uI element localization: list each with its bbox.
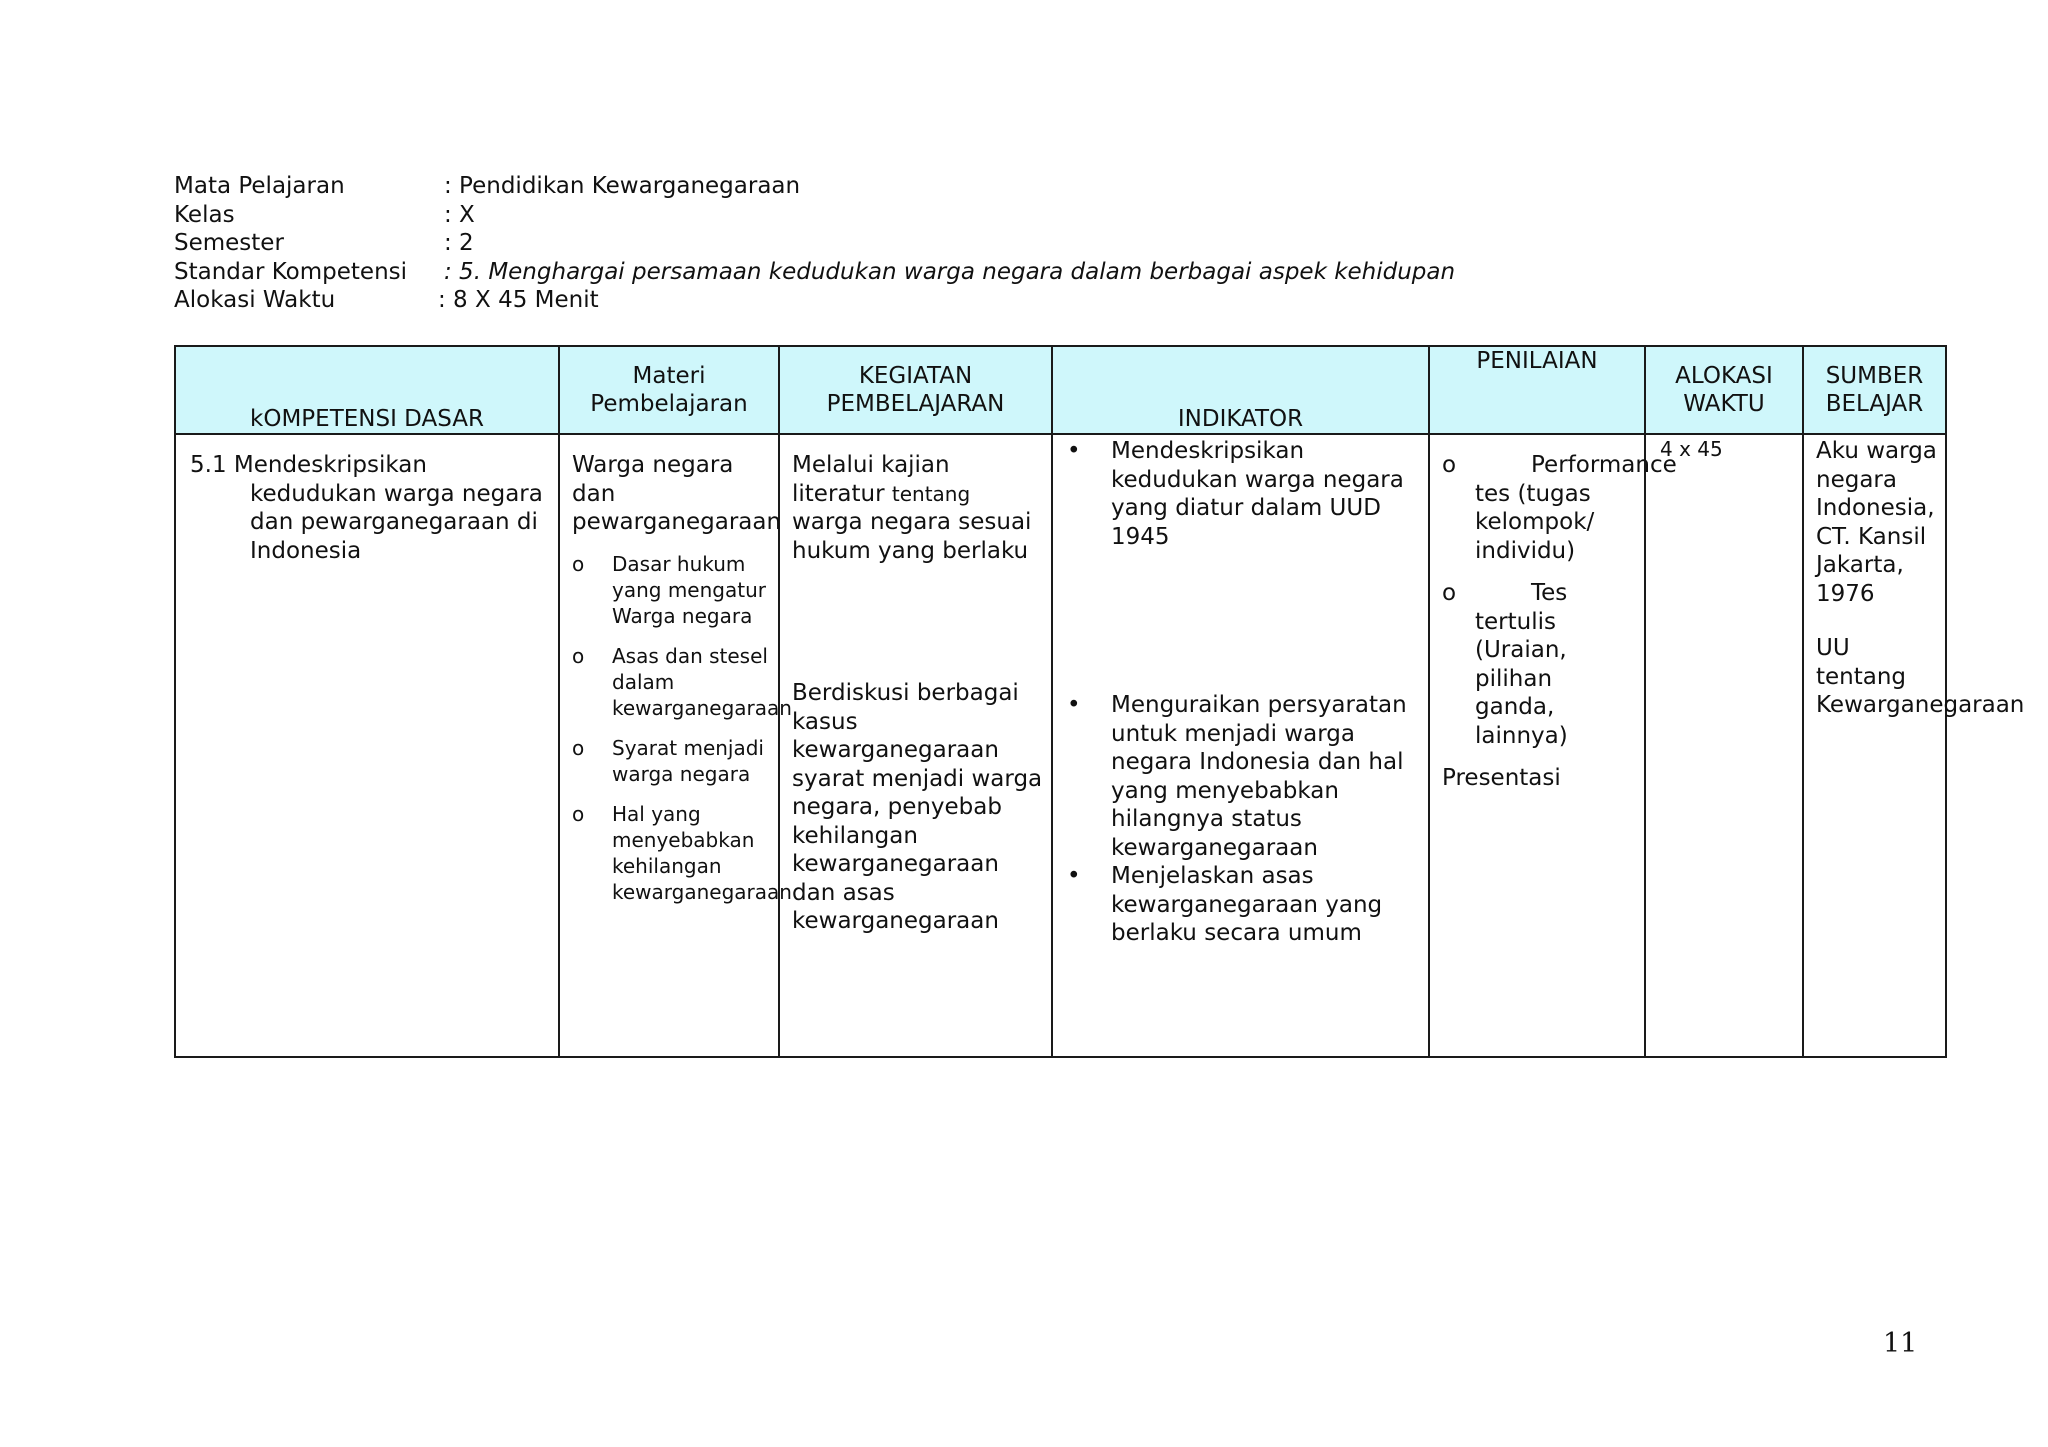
- header-alokasi-label: ALOKASI WAKTU: [1675, 363, 1773, 417]
- semester-value: : 2: [444, 230, 474, 256]
- kegiatan-1-part-b: tentang: [891, 481, 971, 506]
- header-row-class: [174, 201, 1455, 230]
- class-label: Kelas: [174, 201, 235, 228]
- header-materi-label: Materi Pembelajaran: [590, 363, 748, 417]
- header-alokasi: [1645, 346, 1803, 434]
- subject-label: Mata Pelajaran: [174, 173, 345, 199]
- header-kompetensi-dasar: [175, 346, 559, 434]
- bullet-icon: •: [1067, 692, 1081, 718]
- circle-bullet-icon: o: [1442, 580, 1457, 606]
- materi-item-text: Syarat menjadi warga negara: [612, 735, 764, 786]
- sumber-1: Aku warga negara Indonesia, CT. Kansil Jakarta, 1976: [1816, 438, 1937, 607]
- list-item: [572, 551, 770, 629]
- header-row-time: [174, 286, 1455, 315]
- header-kompetensi-dasar-label: kOMPETENSI DASAR: [250, 406, 484, 432]
- sumber-2: UU tentang Kewarganegaraan: [1816, 635, 2025, 718]
- indikator-item-text: Mendeskripsikan kedudukan warga negara yang diatur dalam UUD 1945: [1111, 438, 1404, 550]
- header-sumber-label: SUMBER BELAJAR: [1825, 363, 1924, 417]
- document-header: [174, 172, 1455, 315]
- circle-bullet-icon: o: [572, 801, 585, 826]
- header-kegiatan: [779, 346, 1052, 434]
- syllabus-table: [174, 345, 2025, 1058]
- kompetensi-dasar-text: 5.1 Mendeskripsikan kedudukan warga negara dan pewarganegaraan di Indonesia: [190, 452, 543, 564]
- materi-list: [572, 551, 792, 905]
- kegiatan-1: [792, 451, 1043, 565]
- standard-value: : 5. Menghargai persamaan kedudukan warga negara dalam berbagai aspek kehidupan: [444, 258, 1456, 285]
- indikator-item-text: Menjelaskan asas kewarganegaraan yang berlaku secara umum: [1111, 863, 1383, 946]
- header-row-semester: [174, 229, 1455, 258]
- materi-item-text: Asas dan stesel dalam kewarganegaraan: [612, 643, 792, 720]
- kegiatan-1-part-c: warga negara sesuai hukum yang berlaku: [792, 509, 1032, 564]
- penilaian-item-text: Tes tertulis (Uraian, pilihan ganda, lainnya): [1475, 580, 1568, 749]
- header-penilaian-label: PENILAIAN: [1476, 348, 1598, 374]
- list-item: [1067, 437, 1418, 551]
- cell-sumber: [1803, 434, 2025, 1057]
- header-penilaian: [1429, 346, 1645, 434]
- header-indikator: [1052, 346, 1429, 434]
- list-item: [1067, 862, 1418, 948]
- indikator-list: [1067, 437, 1418, 948]
- header-sumber: [1803, 346, 1946, 434]
- list-item: [1442, 451, 1677, 565]
- cell-penilaian: [1429, 434, 1677, 1057]
- subject-value: : Pendidikan Kewarganegaraan: [444, 173, 801, 199]
- cell-kegiatan: [779, 434, 1052, 1057]
- header-indikator-label: INDIKATOR: [1177, 406, 1304, 432]
- header-kegiatan-label: KEGIATAN PEMBELAJARAN: [826, 363, 1005, 417]
- cell-materi: [559, 434, 792, 1057]
- list-item: [572, 735, 770, 787]
- penilaian-item-text: Performance tes (tugas kelompok/ individu): [1475, 452, 1677, 564]
- cell-indikator: [1052, 434, 1429, 1057]
- page-number: 11: [1883, 1328, 1918, 1359]
- materi-item-text: Dasar hukum yang mengatur Warga negara: [612, 551, 766, 628]
- cell-alokasi: [1645, 434, 1803, 1057]
- bullet-icon: •: [1067, 438, 1081, 464]
- circle-bullet-icon: o: [1442, 452, 1457, 478]
- materi-title: Warga negara dan pewarganegaraan: [572, 452, 782, 535]
- kegiatan-1-part-a: Melalui kajian literatur: [792, 452, 950, 507]
- circle-bullet-icon: o: [572, 735, 585, 760]
- cell-kompetensi-dasar: [175, 434, 559, 1057]
- class-value: : X: [444, 201, 475, 228]
- penilaian-presentasi: Presentasi: [1442, 765, 1561, 791]
- bullet-icon: •: [1067, 863, 1081, 889]
- materi-item-text: Hal yang menyebabkan kehilangan kewarganegaraan: [612, 801, 792, 904]
- kegiatan-2: Berdiskusi berbagai kasus kewarganegaraan syarat menjadi warga negara, penyebab kehilangan kewarganegaraan dan asas kewarganegaraan: [792, 680, 1043, 934]
- alokasi-value: 4 x 45: [1660, 437, 1723, 461]
- semester-label: Semester: [174, 230, 284, 256]
- list-item: [1442, 579, 1636, 750]
- standard-label: Standar Kompetensi: [174, 258, 408, 285]
- circle-bullet-icon: o: [572, 551, 585, 576]
- list-item: [572, 643, 792, 721]
- header-row-subject: [174, 172, 1455, 201]
- list-item: [572, 801, 792, 905]
- header-materi: [559, 346, 779, 434]
- circle-bullet-icon: o: [572, 643, 585, 668]
- table-row: [175, 434, 1946, 1057]
- penilaian-list: [1442, 451, 1677, 750]
- header-row-standard: [174, 258, 1455, 287]
- time-label: Alokasi Waktu: [174, 287, 336, 313]
- time-value: : 8 X 45 Menit: [438, 287, 599, 313]
- list-item: [1067, 691, 1418, 862]
- indikator-item-text: Menguraikan persyaratan untuk menjadi warga negara Indonesia dan hal yang menyebabkan hilangnya status kewarganegaraan: [1111, 692, 1407, 861]
- table-header-row: [175, 346, 1946, 434]
